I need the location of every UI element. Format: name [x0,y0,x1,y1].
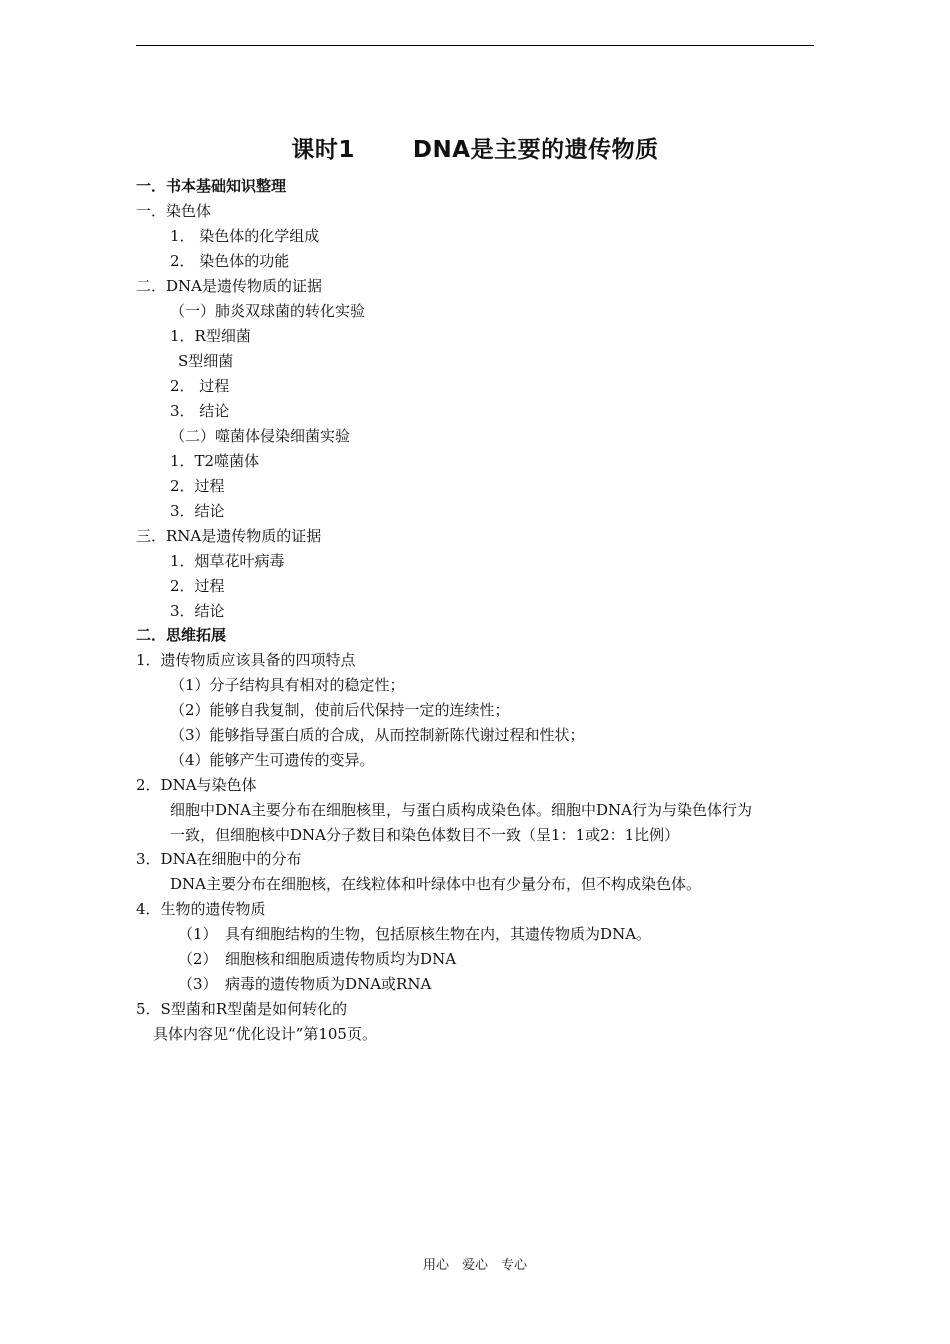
extension-item: 4．生物的遗传物质 [136,900,266,918]
section1-heading: 一．书本基础知识整理 [136,177,287,195]
extension-item: 5．S型菌和R型菌是如何转化的 [136,1000,348,1018]
extension-item: 3．DNA在细胞中的分布 [136,850,302,868]
outline-item: 3．结论 [170,602,225,620]
lesson-number: 课时1 [291,137,355,163]
outline-item: 2． 过程 [170,377,230,395]
lesson-topic: DNA是主要的遗传物质 [412,137,659,163]
extension-item: （3）能够指导蛋白质的合成，从而控制新陈代谢过程和性状； [170,726,585,744]
section2-heading: 二．思维拓展 [136,626,227,644]
outline-item: 二．DNA是遗传物质的证据 [136,277,322,295]
header-rule [136,45,814,46]
extension-item: （1）分子结构具有相对的稳定性； [170,676,405,694]
outline-item: 1． 染色体的化学组成 [170,227,320,245]
outline-item: 一．染色体 [136,202,212,220]
extension-paragraph: 具体内容见“优化设计”第105页。 [153,1025,377,1043]
extension-paragraph: 一致，但细胞核中DNA分子数目和染色体数目不一致（呈1：1或2：1比例） [170,826,680,844]
extension-item: （3） 病毒的遗传物质为DNA或RNA [178,975,432,993]
page-title [0,132,950,168]
outline-item: 1．R型细菌 [170,327,251,345]
extension-item: （4）能够产生可遗传的变异。 [170,751,375,769]
outline-item: （一）肺炎双球菌的转化实验 [170,302,366,320]
outline-item: 1．烟草花叶病毒 [170,552,285,570]
outline-item: 2．过程 [170,577,225,595]
outline-item: 2．过程 [170,477,225,495]
extension-item: 1．遗传物质应该具备的四项特点 [136,651,356,669]
extension-paragraph: DNA主要分布在细胞核，在线粒体和叶绿体中也有少量分布，但不构成染色体。 [170,875,701,893]
outline-item: （二）噬菌体侵染细菌实验 [170,427,351,445]
outline-item: 2． 染色体的功能 [170,252,290,270]
outline-item: S型细菌 [178,352,234,370]
extension-item: （1） 具有细胞结构的生物，包括原核生物在内，其遗传物质为DNA。 [178,925,652,943]
extension-item: 2．DNA与染色体 [136,776,257,794]
outline-item: 1．T2噬菌体 [170,452,260,470]
outline-item: 3．结论 [170,502,225,520]
outline-item: 三．RNA是遗传物质的证据 [136,527,322,545]
extension-item: （2） 细胞核和细胞质遗传物质均为DNA [178,950,457,968]
outline-item: 3． 结论 [170,402,230,420]
page-footer: 用心 爱心 专心 [422,1258,527,1273]
extension-item: （2）能够自我复制，使前后代保持一定的连续性； [170,701,510,719]
extension-paragraph: 细胞中DNA主要分布在细胞核里，与蛋白质构成染色体。细胞中DNA行为与染色体行为 [170,801,752,819]
